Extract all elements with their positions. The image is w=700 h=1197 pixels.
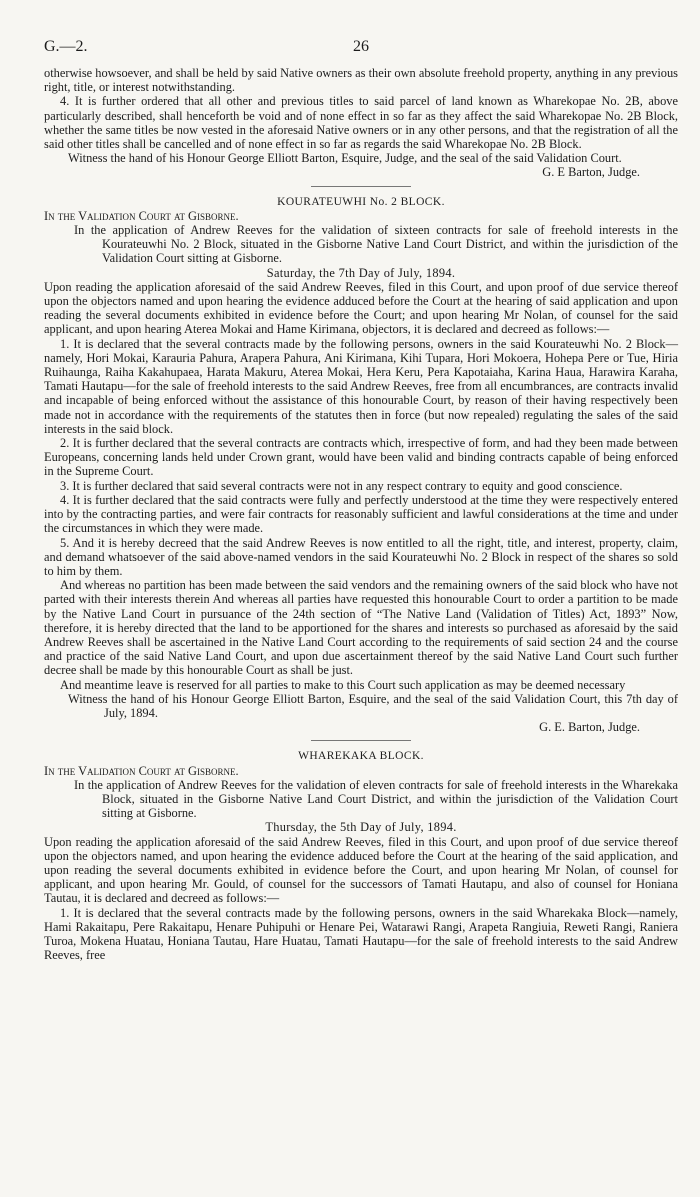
section-title: KOURATEUWHI No. 2 BLOCK. [277, 195, 445, 208]
decree-item: 1. It is declared that the several contracts made by the following persons, owners in the said Kourateuwhi No. 2 Block—namely, Hori Mokai, Karauria Pahura, Arapera Pahura, Ani Kirimana, Kihi Tupara, Hori Mokoera, Hohepa Pere or Tue, Hiria Ruihaunga, Raiha Kakahupaea, Harata Makuru, Aterea Mokai, Hera Keru, Pera Kapotaiaha, Karina Haua, Harawira Karaha, Tamati Hautapu—for the sale of freehold interests to the said Andrew Reeves, free from all encumbrances, are contracts invalid and incapable of being enforced without the assistance of this honourable Court, by reason of their having respectively been made not in accordance with the requirements of the statutes then in force (but now repealed) regulating the sales of the said interests in the said block. [44, 336, 678, 436]
witness-clause: Witness the hand of his Honour George Elliott Barton, Esquire, Judge, and the seal of the said Validation Court. [68, 151, 622, 166]
decree-item: 4. It is further declared that the said contracts were fully and perfectly understood at the time they were respectively entered into by the contracting parties, and were fair contracts for reasonably sufficient and lawful considerations at the time and under the circumstances in which they were made. [44, 492, 678, 536]
judge-signature: G. E. Barton, Judge. [539, 720, 640, 735]
paragraph: 4. It is further ordered that all other and previous titles to said parcel of land known as Wharekopae No. 2B, above particularly described, shall henceforth be void and of none effect in so far as they affect the said Wharekopae No. 2B Block, whether the same titles be now vested in the aforesaid Native owners or in any other persons, and that the registration of all the said other titles shall be cancelled and of none effect in so far as regards the said Wharekopae No. 2B Block. [44, 94, 678, 152]
decree-item: 5. And it is hereby decreed that the said Andrew Reeves is now entitled to all the right, title, and interest, property, claim, and demand whatsoever of the said above-named vendors in the said Kourateuwhi No. 2 Block in respect of the shares so sold to him by them. [44, 535, 678, 578]
judge-signature: G. E Barton, Judge. [542, 165, 640, 180]
document-body [44, 66, 678, 962]
application-text: In the application of Andrew Reeves for the validation of sixteen contracts for sale of freehold interests in the Kourateuwhi No. 2 Block, situated in the Gisborne Native Land Court District, and within the jurisdiction of the Validation Court sitting at Gisborne. [74, 223, 678, 266]
page-number: 26 [353, 38, 369, 55]
sitting-date: Thursday, the 5th Day of July, 1894. [265, 820, 457, 835]
application-text: In the application of Andrew Reeves for the validation of eleven contracts for sale of freehold interests in the Wharekaka Block, situated in the Gisborne Native Land Court District, and within the jurisdiction of the Validation Court sitting at Gisborne. [74, 777, 678, 821]
recital-paragraph: Upon reading the application aforesaid of the said Andrew Reeves, filed in this Court, and upon proof of due service thereof upon the objectors named and upon hearing the evidence adduced before the Court at the hearing of said application and upon reading the several documents exhibited in evidence before the Court; and upon hearing Mr Nolan, of counsel for the said applicant, and upon hearing Aterea Mokai and Hame Kirimana, objectors, it is declared and decreed as follows:— [44, 279, 678, 337]
court-heading: In the Validation Court at Gisborne. [44, 208, 239, 223]
sitting-date: Saturday, the 7th Day of July, 1894. [266, 265, 456, 280]
paragraph: And whereas no partition has been made between the said vendors and the remaining owners of the said block who have not parted with their interests therein And whereas all parties have requested this honourable Court to order a partition to be made by the Native Land Court in pursuance of the 24th section of “The Native Land (Validation of Titles) Act, 1893” Now, therefore, it is hereby directed that the land to be apportioned for the shares and interests so purchased as aforesaid by the said Andrew Reeves shall be ascertained in the Native Land Court according to the requirements of said section 24 and the course and practice of the said Native Land Court, and upon due ascertainment thereof by the said Native Land Court such further decree shall be made by this honourable Court as shall be just. [44, 578, 678, 678]
decree-item: 1. It is declared that the several contracts made by the following persons, owners in the said Wharekaka Block—namely, Hami Rakaitapu, Pere Rakaitapu, Henare Puhipuhi or Henare Pei, Watarawi Rangi, Arapeta Rangiuia, Reweti Rangi, Raniera Turoa, Mokena Huatau, Honiana Tautau, Hare Huatau, Tamati Hautapu—for the sale of freehold interests to the said Andrew Reeves, free [44, 905, 678, 963]
court-heading: In the Validation Court at Gisborne. [44, 763, 239, 778]
page-code: G.—2. [44, 38, 88, 55]
witness-clause: Witness the hand of his Honour George Elliott Barton, Esquire, and the seal of the said Validation Court, this 7th day of July, 1894. [68, 691, 678, 720]
section-divider [311, 186, 411, 187]
paragraph: otherwise howsoever, and shall be held by said Native owners as their own absolute freehold property, anything in any previous right, title, or interest notwithstanding. [44, 66, 678, 95]
decree-item: 2. It is further declared that the several contracts are contracts which, irrespective of form, and had they been made between Europeans, concerning lands held under Crown grant, would have been valid and binding contracts capable of being enforced in the Supreme Court. [44, 436, 678, 479]
paragraph: And meantime leave is reserved for all parties to make to this Court such application as may be deemed necessary [60, 677, 626, 692]
section-divider [311, 740, 411, 741]
recital-paragraph: Upon reading the application aforesaid of the said Andrew Reeves, filed in this Court, and upon proof of due service thereof upon the objectors named, and upon hearing the evidence adduced before the Court at the hearing of the said application, and upon reading the several documents exhibited in evidence before the Court, and upon hearing Mr Nolan, of counsel for applicant, and upon hearing Mr. Gould, of counsel for the successors of Tamati Hautapu, and also of counsel for Honiana Tautau, it is declared and decreed as follows:— [44, 834, 678, 906]
decree-item: 3. It is further declared that said several contracts were not in any respect contrary to equity and good conscience. [60, 478, 623, 493]
section-title: WHAREKAKA BLOCK. [298, 750, 424, 763]
page-header [44, 38, 678, 60]
